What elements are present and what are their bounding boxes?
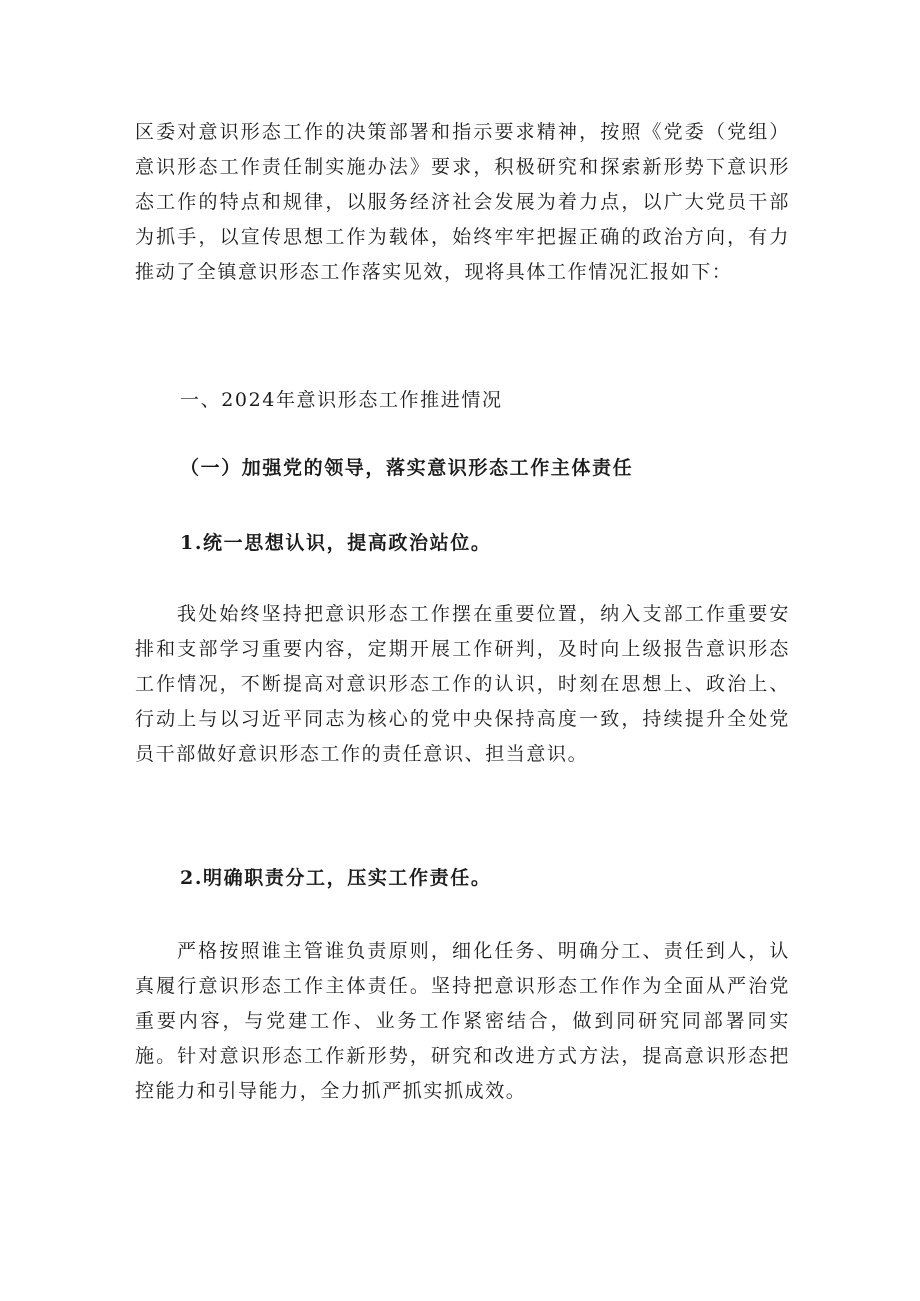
subsection-heading: （一）加强党的领导，落实意识形态工作主体责任 (180, 457, 634, 479)
section-heading: 一、2024年意识形态工作推进情况 (180, 389, 503, 411)
item-1-heading: 1.统一思想认识，提高政治站位。 (180, 532, 492, 554)
item-2-heading: 2.明确职责分工，压实工作责任。 (180, 867, 492, 889)
intro-paragraph: 区委对意识形态工作的决策部署和指示要求精神，按照《党委（党组）意识形态工作责任制实施办法》要求，积极研究和探索新形势下意识形态工作的特点和规律，以服务经济社会发展为着力点，以广大党员干部为抓手，以宣传思想工作为载体，始终牢牢把握正确的政治方向，有力推动了全镇意识形态工作落实见效，现将具体工作情况汇报如下： (135, 121, 790, 283)
item-2-paragraph: 严格按照谁主管谁负责原则，细化任务、明确分工、责任到人，认真履行意识形态工作主体责任。坚持把意识形态工作作为全面从严治党重要内容，与党建工作、业务工作紧密结合，做到同研究同部署同实施。针对意识形态工作新形势，研究和改进方式方法，提高意识形态把控能力和引导能力，全力抓严抓实抓成效。 (135, 940, 790, 1102)
item-1-paragraph: 我处始终坚持把意识形态工作摆在重要位置，纳入支部工作重要安排和支部学习重要内容，定期开展工作研判，及时向上级报告意识形态工作情况，不断提高对意识形态工作的认识，时刻在思想上、政治上、行动上与以习近平同志为核心的党中央保持高度一致，持续提升全处党员干部做好意识形态工作的责任意识、担当意识。 (135, 603, 790, 765)
